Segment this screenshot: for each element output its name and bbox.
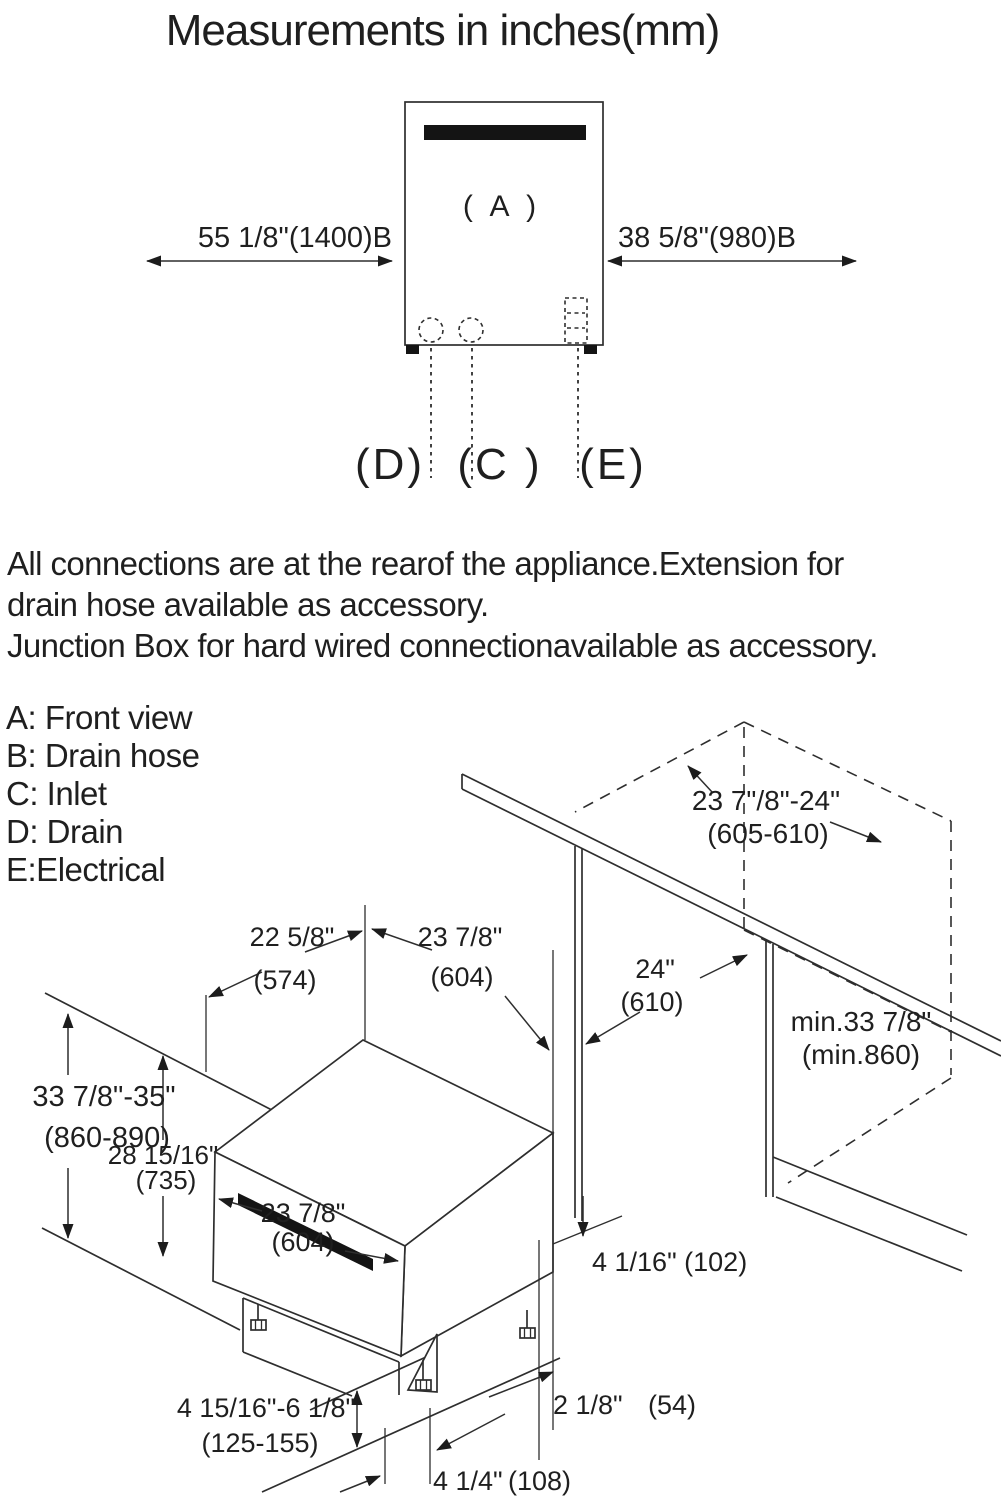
leveling-range-in: 4 15/16"-6 1/8" (176, 1393, 356, 1423)
electrical-label: (E) (579, 440, 647, 489)
front-view-label: ( A ) (462, 190, 542, 223)
foot-inset-mm: (108) (508, 1466, 572, 1496)
top-width-in: 23 7/8" (417, 922, 503, 952)
note-line-1: All connections are at the rearof the appliance.Extension for (7, 545, 844, 582)
front-view-diagram (0, 0, 1001, 520)
top-depth-mm: (574) (253, 965, 317, 995)
note-line-3: Junction Box for hard wired connectionavailable as accessory. (7, 627, 878, 664)
leveling-range-mm: (125-155) (201, 1428, 319, 1458)
front-width-mm: (604) (271, 1227, 335, 1257)
front-width-in: 23 7/8" (260, 1198, 346, 1228)
legend-item-c: C: Inlet (6, 775, 107, 812)
side-clearance-mm: (54) (648, 1390, 697, 1420)
right-hose-dim: 38 5/8"(980)B (618, 222, 796, 254)
overall-height-mm: (860-890) (44, 1122, 170, 1154)
top-width-mm: (604) (430, 962, 494, 992)
control-panel-bar (424, 125, 586, 140)
niche-height-mm: (min.860) (801, 1039, 921, 1070)
side-clearance-in: 2 1/8" (553, 1390, 623, 1420)
note-line-2: drain hose available as accessory. (7, 586, 489, 623)
legend-item-b: B: Drain hose (6, 737, 200, 774)
overall-height-in: 33 7/8"-35" (32, 1081, 176, 1113)
legend-item-d: D: Drain (6, 813, 124, 850)
niche-height-in: min.33 7/8" (790, 1006, 932, 1037)
niche-width-in: 24" (635, 954, 675, 984)
legend-item-e: E:Electrical (6, 851, 166, 888)
installation-diagram (0, 690, 1001, 1500)
top-depth-in: 22 5/8" (249, 922, 335, 952)
left-hose-dim: 55 1/8"(1400)B (197, 222, 392, 254)
connection-notes (7, 543, 997, 666)
niche-width-mm: (610) (620, 987, 684, 1017)
appliance-feet (406, 345, 597, 354)
body-height-mm: (735) (135, 1165, 197, 1195)
rear-clearance-dim: 4 1/16" (102) (592, 1247, 748, 1277)
cabinet-opening-width-in: 23 7"/8"-24" (691, 785, 841, 816)
drain-label: (D) (354, 440, 426, 489)
foot-inset-in: 4 1/4" (433, 1466, 503, 1496)
inlet-label: (C ) (457, 440, 543, 489)
legend-item-a: A: Front view (6, 699, 193, 736)
cabinet-opening-width-mm: (605-610) (707, 818, 829, 849)
body-height-in: 28 15/16" (107, 1140, 219, 1170)
page-title: Measurements in inches(mm) (165, 6, 720, 55)
